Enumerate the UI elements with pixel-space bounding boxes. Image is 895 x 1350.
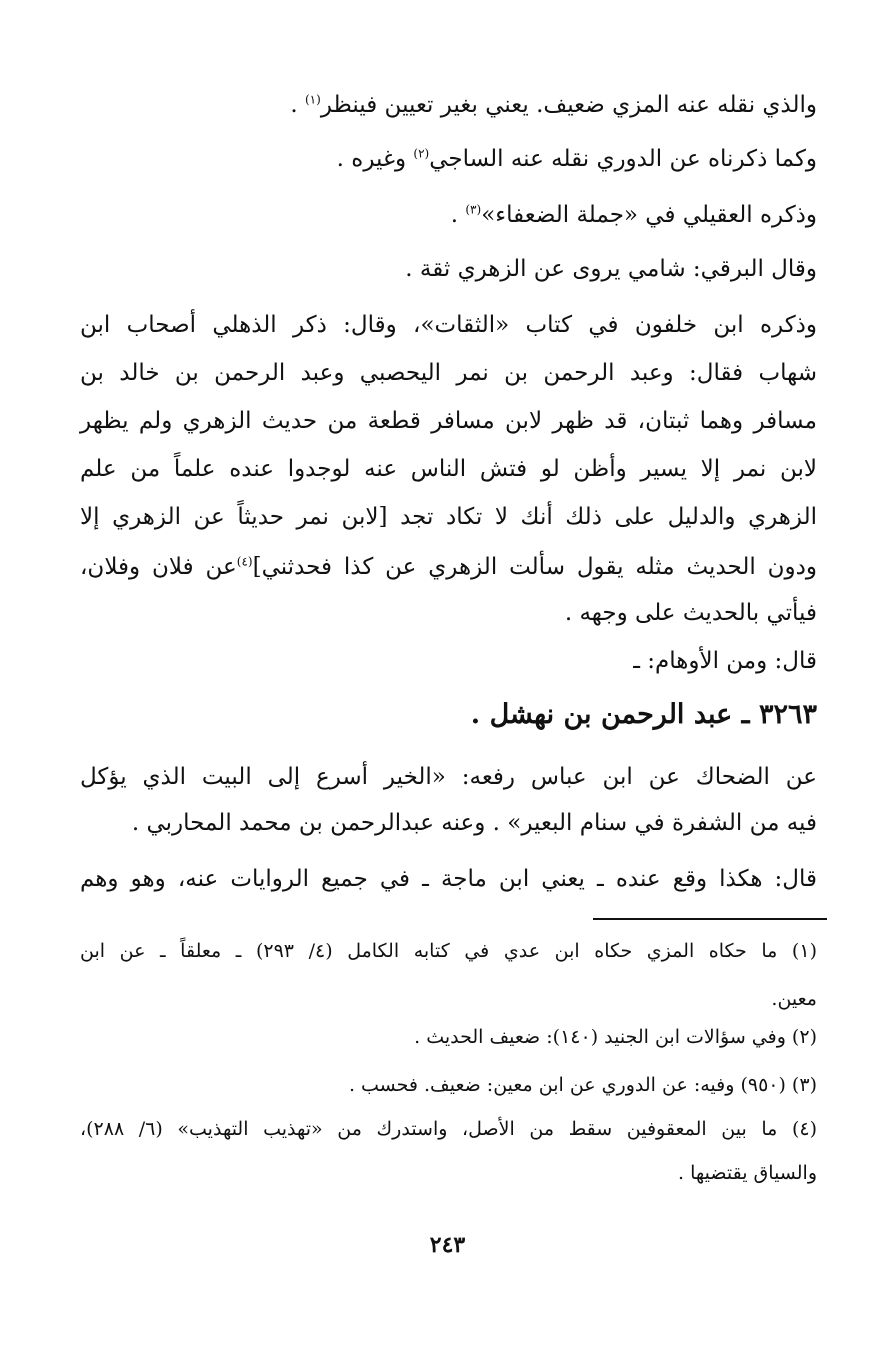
footnote: والسياق يقتضيها . bbox=[678, 1162, 817, 1184]
text-line: فيأتي بالحديث على وجهه . bbox=[564, 600, 817, 626]
footnote-ref[interactable]: (٢) bbox=[413, 146, 430, 161]
text-line: وكما ذكرناه عن الدوري نقله عنه الساجي$^{(٢)}$ وغيره . bbox=[336, 146, 817, 172]
text-line: والذي نقله عنه المزي ضعيف. يعني بغير تعيين فينظر$^{(١)}$ . bbox=[290, 92, 817, 118]
footnote-divider bbox=[593, 918, 827, 920]
text-line: عن الضحاك عن ابن عباس رفعه: «الخير أسرع إلى البيت الذي يؤكل bbox=[80, 764, 817, 790]
footnote: معين. bbox=[771, 988, 817, 1010]
text-line: فيه من الشفرة في سنام البعير» . وعنه عبدالرحمن بن محمد المحاربي . bbox=[131, 810, 817, 836]
footnote: (٢) وفي سؤالات ابن الجنيد (١٤٠): ضعيف الحديث . bbox=[414, 1026, 817, 1048]
entry-heading: ٣٢٦٣ ـ عبد الرحمن بن نهشل . bbox=[470, 699, 817, 730]
text-line: ودون الحديث مثله يقول سألت الزهري عن كذا فحدثني]$^{(٤)}$عن فلان وفلان، bbox=[80, 554, 817, 580]
text-line: وقال البرقي: شامي يروى عن الزهري ثقة . bbox=[405, 256, 817, 282]
footnote-ref[interactable]: (٣) bbox=[465, 202, 482, 217]
text-line: وذكره العقيلي في «جملة الضعفاء»$^{(٣)}$ . bbox=[450, 202, 817, 228]
footnote-ref[interactable]: (٤) bbox=[236, 554, 253, 569]
text-line: قال: هكذا وقع عنده ـ يعني ابن ماجة ـ في جميع الروايات عنه، وهو وهم bbox=[80, 866, 817, 892]
text-line: شهاب فقال: وعبد الرحمن بن نمر اليحصبي وعبد الرحمن بن خالد بن bbox=[80, 360, 817, 386]
footnote: (١) ما حكاه المزي حكاه ابن عدي في كتابه الكامل (٤/ ٢٩٣) ـ معلقاً ـ عن ابن bbox=[80, 940, 817, 962]
footnote: (٤) ما بين المعقوفين سقط من الأصل، واستدرك من «تهذيب التهذيب» (٦/ ٢٨٨)، bbox=[80, 1118, 817, 1140]
footnote: (٣) (٩٥٠) وفيه: عن الدوري عن ابن معين: ضعيف. فحسب . bbox=[348, 1074, 817, 1096]
text-line: لابن نمر إلا يسير وأظن لو فتش الناس عنه لوجدوا عنده علماً من علم bbox=[80, 456, 817, 482]
text-line: وذكره ابن خلفون في كتاب «الثقات»، وقال: ذكر الذهلي أصحاب ابن bbox=[80, 312, 817, 338]
text-line: الزهري والدليل على ذلك أنك لا تكاد تجد [لابن نمر حديثاً عن الزهري إلا bbox=[80, 504, 817, 530]
page-number: ٢٤٣ bbox=[429, 1232, 466, 1258]
text-line: قال: ومن الأوهام: ـ bbox=[633, 648, 817, 674]
text-line: مسافر وهما ثبتان، قد ظهر لابن مسافر قطعة من حديث الزهري ولم يظهر bbox=[80, 408, 817, 434]
footnote-ref[interactable]: (١) bbox=[304, 92, 321, 107]
